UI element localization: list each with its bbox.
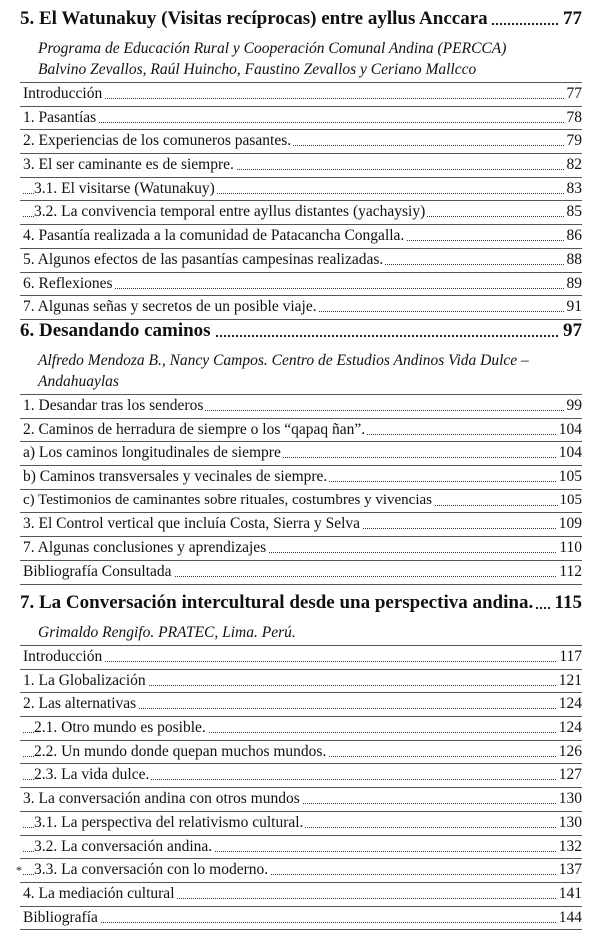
toc-entry xyxy=(20,646,582,670)
entry-page-number: 124 xyxy=(558,719,582,737)
section-title: 6. Desandando caminos xyxy=(20,320,214,342)
toc-entry xyxy=(20,466,582,490)
entry-title: 3.3. La conversación con lo moderno. xyxy=(34,861,269,879)
toc-entry xyxy=(20,107,582,131)
toc-subentry xyxy=(20,812,582,836)
entry-page-number: 89 xyxy=(566,274,582,292)
dot-leader xyxy=(23,922,582,923)
toc-entry xyxy=(20,513,582,537)
section-page-number: 77 xyxy=(560,8,582,30)
entry-title: 7. Algunas conclusiones y aprendizajes xyxy=(23,539,267,557)
entry-page-number: 112 xyxy=(559,562,582,580)
toc-entry xyxy=(20,883,582,907)
entry-title: 3. El ser caminante es de siempre. xyxy=(23,156,234,174)
entry-title: 1. Desandar tras los senderos xyxy=(23,397,204,414)
entry-title: a) Los caminos longitudinales de siempre xyxy=(23,444,281,462)
entry-page-number: 79 xyxy=(566,132,582,150)
entry-title: 5. Algunos efectos de las pasantías campesinas realizadas. xyxy=(23,250,384,268)
entry-page-number: 141 xyxy=(558,884,582,902)
entry-page-number: 104 xyxy=(558,420,582,438)
dot-leader xyxy=(23,661,582,662)
entry-title: 3. El Control vertical que incluía Costa, Sierra y Selva xyxy=(23,515,361,533)
toc-entry xyxy=(20,561,582,585)
entry-page-number: 109 xyxy=(558,515,582,533)
entry-title: 2.1. Otro mundo es posible. xyxy=(34,719,206,737)
toc-subentry xyxy=(20,741,582,765)
toc-entry xyxy=(20,537,582,561)
toc-subentry xyxy=(20,178,582,202)
entry-list xyxy=(20,394,582,585)
entry-title: 4. Pasantía realizada a la comunidad de Patacancha Congalla. xyxy=(23,227,405,245)
entry-title: c) Testimonios de caminantes sobre rituales, costumbres y vivencias xyxy=(23,491,432,508)
toc-entry xyxy=(20,395,582,419)
toc-subentry xyxy=(20,201,582,225)
entry-title: 2.3. La vida dulce. xyxy=(34,766,150,784)
toc-entry xyxy=(20,249,582,273)
entry-title: 6. Reflexiones xyxy=(23,274,113,292)
entry-page-number: 83 xyxy=(566,179,582,197)
section-heading xyxy=(20,4,582,34)
toc-entry xyxy=(20,490,582,514)
entry-title: Bibliografía Consultada xyxy=(23,562,172,580)
toc-section-6 xyxy=(20,316,582,585)
entry-title: 2. Caminos de herradura de siempre o los “qapaq ñan”. xyxy=(23,420,366,438)
entry-page-number: 130 xyxy=(558,790,582,808)
entry-title: Introducción xyxy=(23,85,103,102)
toc-section-7 xyxy=(20,588,582,930)
toc-entry xyxy=(20,419,582,443)
entry-title: 3.1. El visitarse (Watunakuy) xyxy=(34,179,215,197)
entry-page-number: 124 xyxy=(558,695,582,713)
entry-page-number: 78 xyxy=(566,108,582,126)
entry-page-number: 77 xyxy=(566,85,582,102)
dot-leader xyxy=(23,122,582,123)
author-line: Alfredo Mendoza B., Nancy Campos. Centro de Estudios Andinos Vida Dulce – xyxy=(38,352,529,369)
entry-page-number: 99 xyxy=(566,397,582,414)
toc-entry xyxy=(20,670,582,694)
author-line: Programa de Educación Rural y Cooperación Comunal Andina (PERCCA) xyxy=(38,40,507,57)
entry-page-number: 127 xyxy=(558,766,582,784)
entry-title: 3.1. La perspectiva del relativismo cultural. xyxy=(34,813,304,831)
toc-entry xyxy=(20,907,582,930)
entry-page-number: 132 xyxy=(558,837,582,855)
entry-title: b) Caminos transversales y vecinales de siempre. xyxy=(23,468,328,486)
margin-mark: * xyxy=(16,863,22,877)
toc-entry xyxy=(20,273,582,297)
entry-page-number: 126 xyxy=(558,742,582,760)
toc-entry xyxy=(20,442,582,466)
entry-title: 2. Las alternativas xyxy=(23,695,137,713)
toc-entry xyxy=(20,225,582,249)
entry-title: 3. La conversación andina con otros mundos xyxy=(23,790,300,808)
entry-list xyxy=(20,82,582,320)
entry-title: Bibliografía xyxy=(23,908,98,926)
entry-page-number: 88 xyxy=(566,250,582,268)
entry-title: 3.2. La conversación andina. xyxy=(34,837,213,855)
section-page-number: 97 xyxy=(560,320,582,342)
entry-page-number: 121 xyxy=(558,671,582,689)
entry-page-number: 105 xyxy=(558,468,582,486)
section-authors xyxy=(38,618,582,645)
author-line: Balvino Zevallos, Raúl Huincho, Faustino Zevallos y Ceriano Mallcco xyxy=(38,61,477,78)
entry-page-number: 104 xyxy=(558,444,582,462)
author-line: Grimaldo Rengifo. PRATEC, Lima. Perú. xyxy=(38,624,296,641)
entry-page-number: 110 xyxy=(559,539,582,557)
author-line: Andahuaylas xyxy=(38,373,119,390)
entry-title: Introducción xyxy=(23,648,103,665)
section-authors xyxy=(38,346,582,394)
toc-entry xyxy=(20,788,582,812)
toc-entry xyxy=(20,130,582,154)
section-heading xyxy=(20,588,582,618)
entry-page-number: 105 xyxy=(559,491,582,508)
section-page-number: 115 xyxy=(552,592,582,614)
entry-page-number: 86 xyxy=(566,227,582,245)
entry-title: 3.2. La convivencia temporal entre ayllus distantes (yachaysiy) xyxy=(34,203,426,221)
section-title: 7. La Conversación intercultural desde una perspectiva andina. xyxy=(20,592,536,614)
entry-page-number: 91 xyxy=(566,298,582,316)
section-heading xyxy=(20,316,582,346)
toc-subentry xyxy=(20,859,582,883)
toc-entry xyxy=(20,154,582,178)
toc-section-5 xyxy=(20,4,582,320)
toc-subentry xyxy=(20,836,582,860)
entry-page-number: 117 xyxy=(559,648,582,665)
entry-title: 4. La mediación cultural xyxy=(23,884,175,902)
toc-subentry xyxy=(20,764,582,788)
toc-entry xyxy=(20,693,582,717)
entry-page-number: 144 xyxy=(558,908,582,926)
toc-entry xyxy=(20,83,582,107)
entry-title: 1. La Globalización xyxy=(23,671,146,689)
entry-title: 2. Experiencias de los comuneros pasantes. xyxy=(23,132,292,150)
entry-title: 2.2. Un mundo donde quepan muchos mundos. xyxy=(34,742,327,760)
entry-title: 7. Algunas señas y secretos de un posible viaje. xyxy=(23,298,317,316)
dot-leader xyxy=(23,98,582,99)
entry-page-number: 85 xyxy=(566,203,582,221)
entry-title: 1. Pasantías xyxy=(23,108,97,126)
toc-subentry xyxy=(20,717,582,741)
section-title: 5. El Watunakuy (Visitas recíprocas) entre ayllus Anccara xyxy=(20,8,491,30)
entry-page-number: 137 xyxy=(558,861,582,879)
entry-page-number: 130 xyxy=(558,813,582,831)
entry-list xyxy=(20,645,582,930)
entry-page-number: 82 xyxy=(566,156,582,174)
section-authors xyxy=(38,34,582,82)
